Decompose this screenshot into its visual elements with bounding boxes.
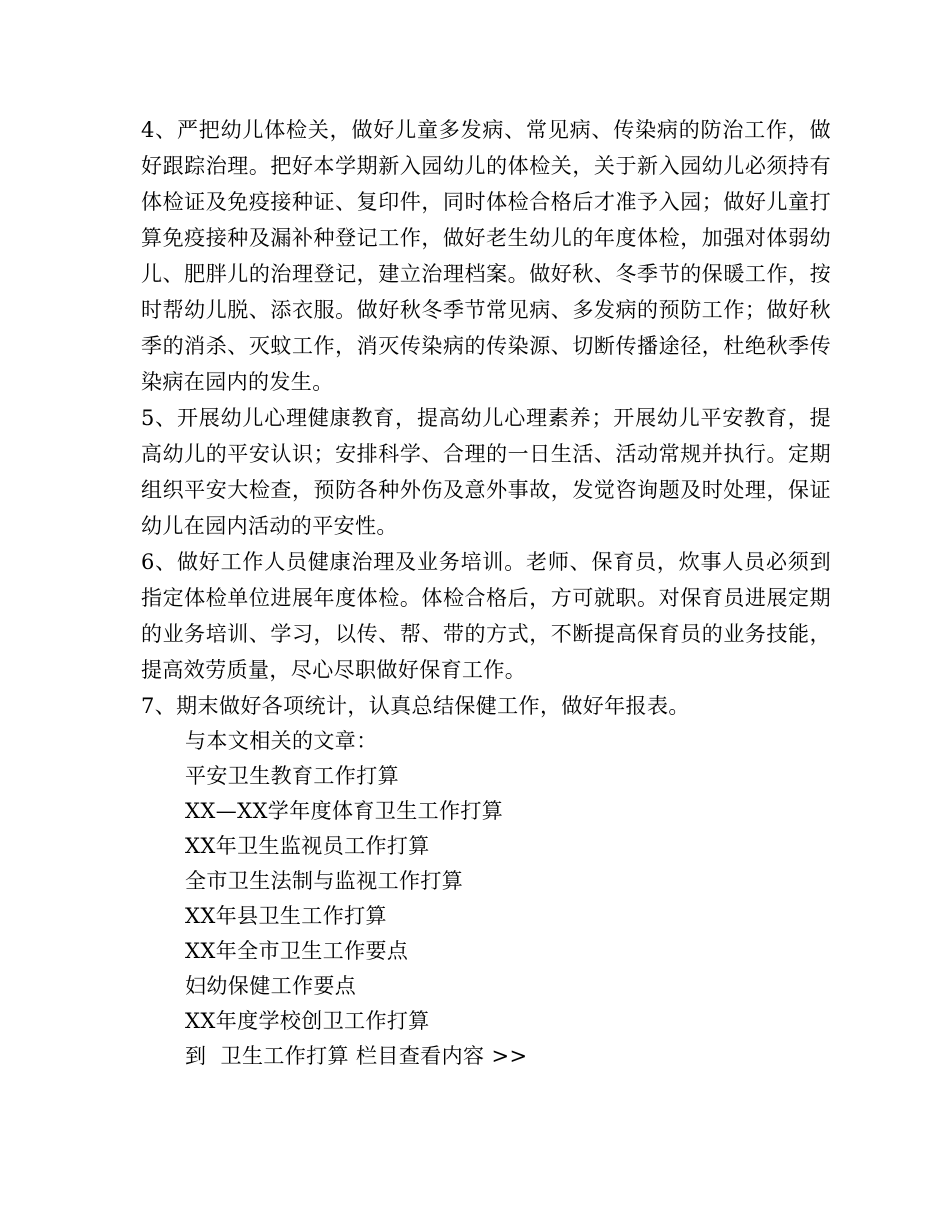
related-articles-heading: 与本文相关的文章： [185, 729, 378, 753]
related-article-link[interactable]: XX年全市卫生工作要点 [185, 939, 409, 963]
paragraph-item-5: 5、开展幼儿心理健康教育，提高幼儿心理素养；开展幼儿平安教育，提高幼儿的平安认识；安排科学、合理的一日生活、活动常规并执行。定期组织平安大检查，预防各种外伤及意外事故，发觉咨询题及时处理，保证幼儿在园内活动的平安性。 [141, 406, 831, 538]
category-more-link[interactable]: 到 卫生工作打算 栏目查看内容 >> [185, 1044, 528, 1068]
paragraph-item-4: 4、严把幼儿体检关，做好儿童多发病、常见病、传染病的防治工作，做好跟踪治理。把好本学期新入园幼儿的体检关，关于新入园幼儿必须持有体检证及免疫接种证、复印件，同时体检合格后才准予入园；做好儿童打算免疫接种及漏补种登记工作，做好老生幼儿的年度体检，加强对体弱幼儿、肥胖儿的治理登记，建立治理档案。做好秋、冬季节的保暖工作，按时帮幼儿脱、添衣服。做好秋冬季节常见病、多发病的预防工作；做好秋季的消杀、灭蚊工作，消灭传染病的传染源、切断传播途径，杜绝秋季传染病在园内的发生。 [141, 118, 831, 394]
document-body [141, 112, 831, 1074]
related-article-link[interactable]: XX年县卫生工作打算 [185, 904, 387, 928]
related-articles [141, 724, 831, 1074]
paragraph-item-6: 6、做好工作人员健康治理及业务培训。老师、保育员，炊事人员必须到指定体检单位进展年度体检。体检合格后，方可就职。对保育员进展定期的业务培训、学习，以传、帮、带的方式，不断提高保育员的业务技能，提高效劳质量，尽心尽职做好保育工作。 [141, 550, 831, 682]
related-article-link[interactable]: 全市卫生法制与监视工作打算 [185, 869, 464, 893]
related-article-link[interactable]: XX—XX学年度体育卫生工作打算 [185, 799, 504, 823]
related-article-link[interactable]: 平安卫生教育工作打算 [185, 764, 399, 788]
related-article-link[interactable]: 妇幼保健工作要点 [185, 974, 357, 998]
related-article-link[interactable]: XX年度学校创卫工作打算 [185, 1009, 430, 1033]
related-article-link[interactable]: XX年卫生监视员工作打算 [185, 834, 430, 858]
paragraph-item-7: 7、期末做好各项统计，认真总结保健工作，做好年报表。 [141, 694, 690, 718]
